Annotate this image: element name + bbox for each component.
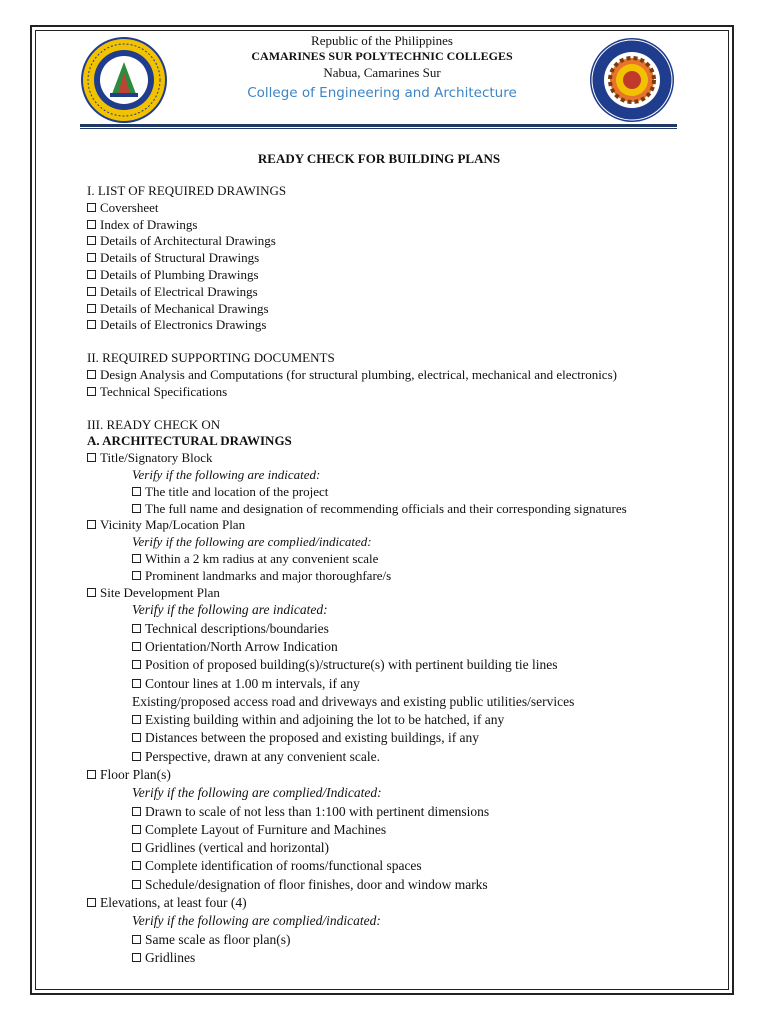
cspc-seal-icon — [80, 36, 168, 124]
verify-note: Verify if the following are complied/indicated: — [132, 534, 372, 550]
checklist-subitem[interactable]: Contour lines at 1.00 m intervals, if any — [87, 675, 727, 693]
checkbox[interactable] — [132, 487, 141, 496]
checkbox[interactable] — [132, 733, 141, 742]
checklist-item[interactable]: Details of Electronics Drawings — [87, 317, 727, 334]
checklist-subitem[interactable]: Distances between the proposed and existing buildings, if any — [87, 729, 727, 747]
college-seal-icon — [588, 36, 676, 124]
institution-address: Nabua, Camarines Sur — [323, 65, 441, 80]
checklist-item-site-plan[interactable]: Site Development Plan — [87, 585, 727, 602]
checklist-item[interactable]: Technical Specifications — [87, 384, 727, 401]
checkbox[interactable] — [132, 571, 141, 580]
checklist-subitem[interactable]: Orientation/North Arrow Indication — [87, 638, 727, 656]
checkbox[interactable] — [132, 715, 141, 724]
checklist-subitem[interactable]: Prominent landmarks and major thoroughfare/s — [87, 568, 727, 585]
republic-line: Republic of the Philippines — [311, 33, 453, 48]
checklist-subitem[interactable]: Within a 2 km radius at any convenient scale — [87, 551, 727, 568]
checklist-item[interactable]: Details of Structural Drawings — [87, 250, 727, 267]
checkbox[interactable] — [132, 752, 141, 761]
checklist-item-title-block[interactable]: Title/Signatory Block — [87, 450, 727, 467]
checklist-item-vicinity-map[interactable]: Vicinity Map/Location Plan — [87, 517, 727, 534]
checklist-item[interactable]: Design Analysis and Computations (for structural plumbing, electrical, mechanical and electronics) — [87, 367, 727, 384]
checkbox[interactable] — [132, 825, 141, 834]
verify-note: Verify if the following are complied/Indicated: — [132, 785, 382, 801]
checkbox[interactable] — [87, 236, 96, 245]
checklist-subitem[interactable]: Existing building within and adjoining the lot to be hatched, if any — [87, 711, 727, 729]
section-2-heading: II. REQUIRED SUPPORTING DOCUMENTS — [87, 350, 335, 366]
checkbox[interactable] — [132, 660, 141, 669]
checkbox[interactable] — [132, 861, 141, 870]
checklist-subitem[interactable]: Complete Layout of Furniture and Machines — [87, 821, 727, 839]
checklist-plain-line: Existing/proposed access road and driveways and existing public utilities/services — [132, 693, 575, 709]
verify-note: Verify if the following are indicated: — [132, 466, 321, 482]
checklist-subitem[interactable]: The title and location of the project — [87, 484, 727, 501]
checklist-item[interactable]: Coversheet — [87, 200, 727, 217]
checkbox[interactable] — [87, 453, 96, 462]
checklist-subitem[interactable]: Drawn to scale of not less than 1:100 with pertinent dimensions — [87, 803, 727, 821]
section-1-heading: I. LIST OF REQUIRED DRAWINGS — [87, 183, 287, 198]
checkbox[interactable] — [87, 270, 96, 279]
header-rule — [80, 124, 677, 127]
checkbox[interactable] — [87, 588, 96, 597]
verify-note: Verify if the following are indicated: — [132, 602, 328, 618]
document-body — [87, 183, 727, 967]
checklist-subitem[interactable]: The full name and designation of recommending officials and their corresponding signatures — [87, 501, 727, 518]
checklist-item-floor-plan[interactable]: Floor Plan(s) — [87, 766, 727, 784]
checklist-subitem[interactable]: Schedule/designation of floor finishes, door and window marks — [87, 876, 727, 894]
architectural-drawings-heading: A. ARCHITECTURAL DRAWINGS — [87, 433, 292, 449]
header-rule-thin — [80, 128, 677, 129]
checkbox[interactable] — [87, 320, 96, 329]
institution-name: CAMARINES SUR POLYTECHNIC COLLEGES — [251, 49, 513, 63]
checklist-item-elevations[interactable]: Elevations, at least four (4) — [87, 894, 727, 912]
checklist-subitem[interactable]: Position of proposed building(s)/structure(s) with pertinent building tie lines — [87, 656, 727, 674]
checkbox[interactable] — [87, 370, 96, 379]
checkbox[interactable] — [87, 253, 96, 262]
verify-note: Verify if the following are complied/indicated: — [132, 913, 381, 929]
checklist-item[interactable]: Index of Drawings — [87, 217, 727, 234]
checkbox[interactable] — [87, 220, 96, 229]
checklist-subitem[interactable]: Gridlines — [87, 949, 727, 967]
checkbox[interactable] — [132, 504, 141, 513]
checkbox[interactable] — [132, 953, 141, 962]
checkbox[interactable] — [87, 520, 96, 529]
checkbox[interactable] — [87, 287, 96, 296]
checkbox[interactable] — [132, 642, 141, 651]
checkbox[interactable] — [87, 770, 96, 779]
checkbox[interactable] — [87, 387, 96, 396]
checkbox[interactable] — [132, 880, 141, 889]
checklist-item[interactable]: Details of Electrical Drawings — [87, 284, 727, 301]
checkbox[interactable] — [132, 935, 141, 944]
checkbox[interactable] — [132, 554, 141, 563]
checklist-subitem[interactable]: Same scale as floor plan(s) — [87, 931, 727, 949]
checklist-subitem[interactable]: Complete identification of rooms/functional spaces — [87, 857, 727, 875]
checkbox[interactable] — [132, 624, 141, 633]
checklist-item[interactable]: Details of Plumbing Drawings — [87, 267, 727, 284]
letterhead — [80, 33, 678, 129]
checklist-subitem[interactable]: Perspective, drawn at any convenient scale. — [87, 748, 727, 766]
checkbox[interactable] — [87, 304, 96, 313]
checkbox[interactable] — [87, 898, 96, 907]
checkbox[interactable] — [132, 679, 141, 688]
checklist-subitem[interactable]: Gridlines (vertical and horizontal) — [87, 839, 727, 857]
document-title: READY CHECK FOR BUILDING PLANS — [257, 151, 501, 166]
checklist-item[interactable]: Details of Architectural Drawings — [87, 233, 727, 250]
checklist-item[interactable]: Details of Mechanical Drawings — [87, 301, 727, 318]
checkbox[interactable] — [87, 203, 96, 212]
college-name: College of Engineering and Architecture — [247, 85, 517, 101]
checklist-subitem[interactable]: Technical descriptions/boundaries — [87, 620, 727, 638]
section-3-heading: III. READY CHECK ON — [87, 416, 221, 432]
checkbox[interactable] — [132, 843, 141, 852]
checkbox[interactable] — [132, 807, 141, 816]
